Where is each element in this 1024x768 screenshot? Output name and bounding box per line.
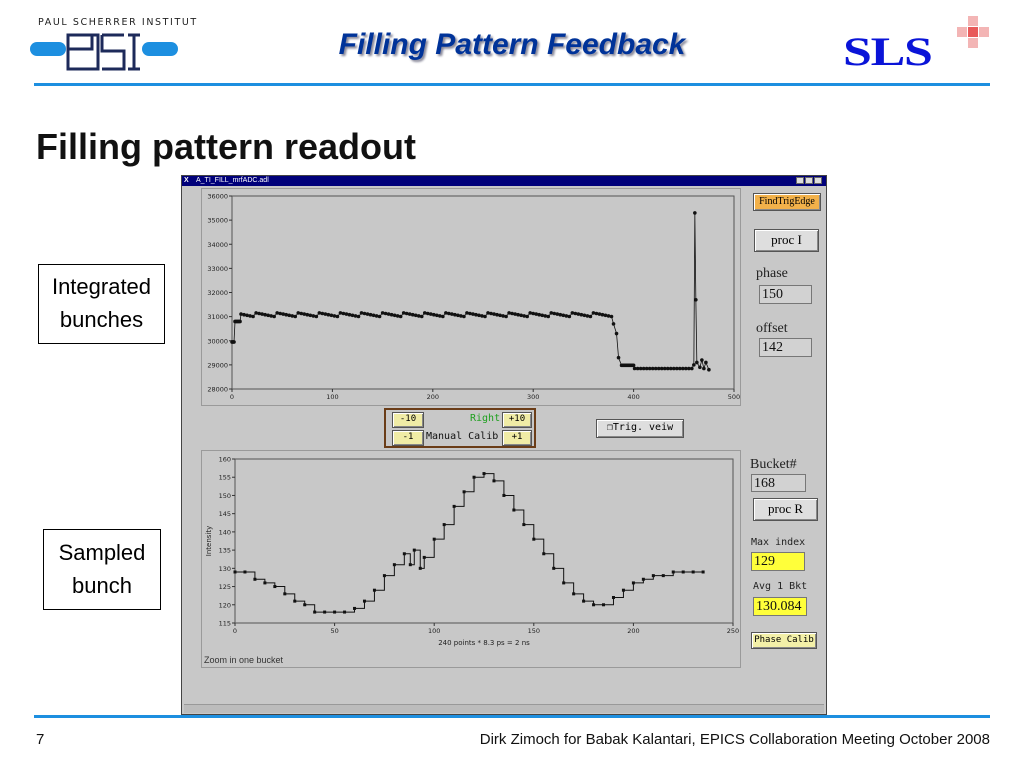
sampled-point — [419, 567, 422, 570]
sampled-point — [632, 581, 635, 584]
y-tick-label: 31000 — [207, 313, 228, 322]
integrated-point — [549, 311, 553, 315]
x-tick-label: 100 — [326, 393, 339, 401]
sampled-point — [263, 581, 266, 584]
sampled-point — [602, 603, 605, 606]
y-tick-label: 120 — [218, 601, 231, 610]
integrated-point — [351, 313, 355, 317]
integrated-point — [598, 312, 602, 316]
integrated-point — [525, 315, 529, 319]
integrated-point — [444, 311, 448, 315]
integrated-point — [315, 315, 319, 319]
integrated-point — [450, 312, 454, 316]
proc-i-button[interactable]: proc I — [754, 229, 819, 252]
sampled-point — [473, 476, 476, 479]
x-axis-label: 240 points * 8.3 ps = 2 ns — [438, 639, 530, 647]
sampled-point — [253, 578, 256, 581]
integrated-point — [489, 312, 493, 316]
y-tick-label: 28000 — [207, 385, 228, 394]
integrated-point — [390, 313, 394, 317]
sampled-point — [672, 570, 675, 573]
integrated-point — [251, 315, 255, 319]
maximize-icon[interactable] — [805, 177, 813, 184]
integrated-point — [468, 312, 472, 316]
integrated-point — [694, 298, 698, 302]
integrated-point — [519, 313, 523, 317]
sampled-point — [243, 570, 246, 573]
trig-view-button[interactable] — [596, 419, 684, 438]
integrated-point — [601, 313, 605, 317]
x-tick-label: 400 — [627, 393, 640, 401]
y-tick-label: 160 — [218, 455, 231, 464]
slide-title: Filling pattern readout — [36, 126, 417, 167]
x-tick-label: 200 — [426, 393, 440, 401]
integrated-point — [543, 314, 547, 318]
minus1-button[interactable]: -1 — [392, 430, 424, 446]
sampled-point — [433, 538, 436, 541]
y-tick-label: 135 — [218, 546, 231, 555]
integrated-point — [408, 312, 412, 316]
integrated-point — [275, 311, 279, 315]
integrated-point — [577, 312, 581, 316]
integrated-point — [531, 312, 535, 316]
integrated-point — [690, 367, 694, 371]
integrated-point — [381, 311, 385, 315]
integrated-point — [568, 315, 572, 319]
y-tick-label: 140 — [218, 528, 231, 537]
sampled-point — [512, 509, 515, 512]
bucket-label: Bucket# — [750, 457, 797, 472]
integrated-point — [426, 312, 430, 316]
integrated-point — [327, 313, 331, 317]
bucket-field[interactable]: 168 — [751, 474, 806, 492]
integrated-point — [375, 314, 379, 318]
phase-field[interactable]: 150 — [759, 285, 812, 304]
y-tick-label: 155 — [218, 473, 231, 482]
integrated-point — [504, 315, 508, 319]
integrated-point — [480, 314, 484, 318]
integrated-point — [357, 315, 361, 319]
integrated-point — [552, 312, 556, 316]
sampled-point — [562, 581, 565, 584]
integrated-point — [296, 311, 300, 315]
integrated-point — [396, 314, 400, 318]
integrated-point — [546, 315, 550, 319]
callout-line: bunches — [59, 307, 144, 332]
sampled-point — [403, 552, 406, 555]
integrated-point — [254, 311, 258, 315]
sampled-point — [303, 603, 306, 606]
offset-label: offset — [756, 321, 788, 336]
integrated-point — [607, 314, 611, 318]
integrated-point — [704, 361, 708, 365]
horizontal-scrollbar[interactable] — [184, 704, 824, 713]
integrated-point — [345, 312, 349, 316]
integrated-point — [423, 311, 427, 315]
sls-cross-icon — [957, 16, 991, 50]
phase-label: phase — [756, 266, 788, 281]
sampled-point — [642, 578, 645, 581]
integrated-plot-panel — [201, 188, 741, 406]
integrated-point — [565, 314, 569, 318]
x-tick-label: 150 — [527, 627, 541, 635]
integrated-point — [700, 358, 704, 362]
integrated-point — [266, 313, 270, 317]
callout-integrated — [38, 264, 165, 344]
integrated-point — [417, 314, 421, 318]
integrated-point — [414, 313, 418, 317]
integrated-point — [571, 311, 575, 315]
callout-sampled — [43, 529, 161, 610]
integrated-point — [592, 311, 596, 315]
sampled-point — [423, 556, 426, 559]
integrated-point — [513, 312, 517, 316]
integrated-point — [405, 312, 409, 316]
integrated-point — [290, 314, 294, 318]
integrated-point — [522, 314, 526, 318]
integrated-point — [312, 314, 316, 318]
integrated-point — [284, 313, 288, 317]
proc-r-button[interactable]: proc R — [753, 498, 818, 521]
sampled-point — [662, 574, 665, 577]
y-axis-label: Intensity — [205, 525, 213, 557]
sampled-point — [552, 567, 555, 570]
find-trig-edge-button[interactable]: FindTrigEdge — [753, 193, 821, 211]
integrated-point — [239, 312, 243, 316]
header-title: Filling Pattern Feedback — [338, 28, 686, 61]
sampled-point — [692, 570, 695, 573]
sampled-point — [622, 589, 625, 592]
integrated-point — [615, 332, 619, 336]
integrated-point — [363, 312, 367, 316]
integrated-point — [263, 313, 267, 317]
integrated-point — [695, 361, 699, 365]
integrated-point — [492, 312, 496, 316]
sampled-point — [373, 589, 376, 592]
integrated-point — [411, 313, 415, 317]
y-tick-label: 145 — [218, 510, 231, 519]
integrated-point — [278, 312, 282, 316]
x-tick-label: 50 — [330, 627, 339, 635]
sampled-point — [333, 611, 336, 614]
integrated-point — [378, 315, 382, 319]
header-rule — [34, 83, 990, 86]
integrated-point — [324, 312, 328, 316]
integrated-point — [562, 313, 566, 317]
y-tick-label: 150 — [218, 491, 231, 500]
footer-rule — [34, 715, 990, 718]
integrated-point — [429, 312, 433, 316]
integrated-point — [384, 312, 388, 316]
sampled-point — [293, 600, 296, 603]
integrated-point — [693, 211, 697, 215]
sampled-series-line — [235, 474, 703, 612]
integrated-point — [306, 313, 310, 317]
integrated-point — [692, 363, 696, 367]
integrated-series-line — [232, 213, 709, 370]
zoom-caption: Zoom in one bucket — [204, 655, 284, 665]
integrated-point — [516, 313, 520, 317]
integrated-point — [528, 311, 532, 315]
sampled-point — [283, 592, 286, 595]
minimize-icon[interactable] — [796, 177, 804, 184]
integrated-point — [354, 314, 358, 318]
callout-line: Integrated — [51, 274, 152, 299]
integrated-point — [366, 312, 370, 316]
integrated-point — [333, 314, 337, 318]
sampled-point — [682, 570, 685, 573]
integrated-point — [501, 314, 505, 318]
callout-line: Sampled — [58, 540, 146, 565]
institute-name: PAUL SCHERRER INSTITUT — [38, 17, 198, 28]
y-tick-label: 115 — [218, 619, 231, 628]
integrated-point — [583, 313, 587, 317]
sampled-point — [492, 479, 495, 482]
sampled-point — [532, 538, 535, 541]
window-titlebar[interactable] — [182, 176, 826, 186]
integrated-point — [471, 312, 475, 316]
integrated-point — [580, 313, 584, 317]
avg-bkt-field[interactable]: 130.084 — [753, 597, 807, 616]
sampled-point — [409, 563, 412, 566]
phase-calib-button[interactable]: Phase Calib — [751, 632, 817, 649]
integrated-point — [612, 322, 616, 326]
integrated-point — [507, 311, 511, 315]
medm-window — [181, 175, 827, 715]
integrated-point — [260, 312, 264, 316]
x-tick-label: 0 — [232, 627, 238, 635]
integrated-point — [242, 313, 246, 317]
integrated-point — [702, 367, 706, 371]
integrated-point — [238, 320, 242, 324]
integrated-point — [441, 315, 445, 319]
integrated-point — [456, 313, 460, 317]
sampled-point — [393, 563, 396, 566]
integrated-point — [537, 313, 541, 317]
integrated-point — [559, 313, 563, 317]
sampled-point — [522, 523, 525, 526]
y-tick-label: 32000 — [207, 289, 228, 297]
manual-calib-label: Manual Calib — [426, 431, 499, 442]
integrated-point — [393, 313, 397, 317]
sampled-point — [413, 549, 416, 552]
sampled-point — [542, 552, 545, 555]
integrated-point — [272, 315, 276, 319]
y-tick-label: 34000 — [207, 240, 228, 249]
integrated-point — [574, 312, 578, 316]
integrated-point — [632, 364, 636, 368]
integrated-point — [281, 312, 285, 316]
integrated-point — [604, 313, 608, 317]
callout-line: bunch — [72, 573, 132, 598]
integrated-point — [248, 314, 252, 318]
y-tick-label: 35000 — [207, 216, 228, 225]
trig-view-label: Trig. veiw — [612, 422, 674, 433]
sampled-point — [353, 607, 356, 610]
sampled-point — [592, 603, 595, 606]
max-index-label: Max index — [751, 537, 806, 548]
sampled-point — [483, 472, 486, 475]
plot-frame — [235, 459, 733, 623]
integrated-point — [589, 315, 593, 319]
y-tick-label: 36000 — [207, 192, 228, 201]
minus10-button[interactable]: -10 — [392, 412, 424, 428]
x-icon: X — [184, 177, 189, 184]
integrated-point — [330, 313, 334, 317]
plot-frame — [232, 196, 734, 389]
integrated-point — [617, 356, 621, 360]
integrated-point — [269, 314, 273, 318]
sampled-plot-panel — [201, 450, 741, 668]
avg-bkt-label: Avg 1 Bkt — [753, 581, 808, 592]
x-tick-label: 500 — [727, 393, 741, 401]
integrated-point — [293, 315, 297, 319]
y-tick-label: 33000 — [207, 264, 228, 273]
integrated-point — [321, 312, 325, 316]
integrated-point — [610, 315, 614, 319]
plus10-button[interactable]: +10 — [502, 412, 532, 428]
integrated-point — [595, 312, 599, 316]
y-tick-label: 130 — [218, 564, 231, 573]
integrated-point — [474, 313, 478, 317]
max-index-field[interactable]: 129 — [751, 552, 805, 571]
integrated-point — [498, 313, 502, 317]
integrated-point — [465, 311, 469, 315]
close-icon[interactable] — [814, 177, 822, 184]
integrated-point — [245, 313, 249, 317]
y-tick-label: 125 — [218, 583, 231, 592]
sampled-point — [702, 570, 705, 573]
sls-logo: SLS — [843, 29, 932, 74]
y-tick-label: 30000 — [207, 337, 228, 346]
integrated-point — [555, 312, 559, 316]
x-tick-label: 100 — [427, 627, 441, 635]
integrated-point — [438, 314, 442, 318]
integrated-point — [432, 313, 436, 317]
window-title: A_TI_FILL_mrfADC.adl — [196, 177, 269, 184]
integrated-point — [287, 313, 291, 317]
sampled-point — [652, 574, 655, 577]
integrated-point — [534, 312, 538, 316]
integrated-point — [309, 313, 313, 317]
integrated-point — [486, 311, 490, 315]
integrated-point — [459, 314, 463, 318]
sampled-point — [582, 600, 585, 603]
integrated-point — [339, 311, 343, 315]
integrated-point — [299, 312, 303, 316]
integrated-point — [318, 311, 322, 315]
x-tick-label: 200 — [627, 627, 640, 635]
sampled-point — [383, 574, 386, 577]
integrated-point — [342, 312, 346, 316]
integrated-point — [360, 311, 364, 315]
integrated-point — [698, 365, 702, 369]
integrated-point — [586, 314, 590, 318]
manual-calib-frame — [384, 408, 536, 448]
x-tick-label: 300 — [526, 393, 540, 401]
integrated-point — [336, 315, 340, 319]
sampled-point — [273, 585, 276, 588]
sampled-point — [612, 596, 615, 599]
integrated-point — [420, 315, 424, 319]
integrated-point — [453, 313, 457, 317]
sampled-point — [323, 611, 326, 614]
integrated-point — [510, 312, 514, 316]
page-number: 7 — [36, 731, 45, 748]
integrated-point — [477, 313, 481, 317]
integrated-bunches-chart — [202, 189, 742, 407]
y-tick-label: 29000 — [207, 361, 228, 370]
integrated-point — [369, 313, 373, 317]
integrated-point — [387, 312, 391, 316]
sampled-point — [453, 505, 456, 508]
sampled-point — [343, 611, 346, 614]
footer-credit: Dirk Zimoch for Babak Kalantari, EPICS Collaboration Meeting October 2008 — [479, 731, 990, 748]
sampled-point — [234, 570, 237, 573]
x-tick-label: 250 — [726, 627, 740, 635]
sampled-bunch-chart — [202, 451, 742, 669]
integrated-point — [447, 312, 451, 316]
sampled-point — [502, 494, 505, 497]
plus1-button[interactable]: +1 — [502, 430, 532, 446]
integrated-point — [435, 313, 439, 317]
offset-field[interactable]: 142 — [759, 338, 812, 357]
integrated-point — [348, 313, 352, 317]
integrated-point — [462, 315, 466, 319]
right-label: Right — [470, 413, 501, 424]
integrated-point — [232, 340, 236, 344]
sampled-point — [363, 600, 366, 603]
sampled-point — [572, 592, 575, 595]
integrated-point — [402, 311, 406, 315]
window-icon: ❐ — [606, 422, 613, 433]
integrated-point — [257, 312, 261, 316]
sampled-point — [313, 611, 316, 614]
integrated-point — [540, 313, 544, 317]
integrated-point — [399, 315, 403, 319]
integrated-point — [707, 368, 711, 372]
integrated-point — [302, 312, 306, 316]
x-tick-label: 0 — [229, 393, 235, 401]
sampled-point — [463, 490, 466, 493]
sampled-point — [443, 523, 446, 526]
integrated-point — [483, 315, 487, 319]
integrated-point — [495, 313, 499, 317]
integrated-point — [372, 313, 376, 317]
